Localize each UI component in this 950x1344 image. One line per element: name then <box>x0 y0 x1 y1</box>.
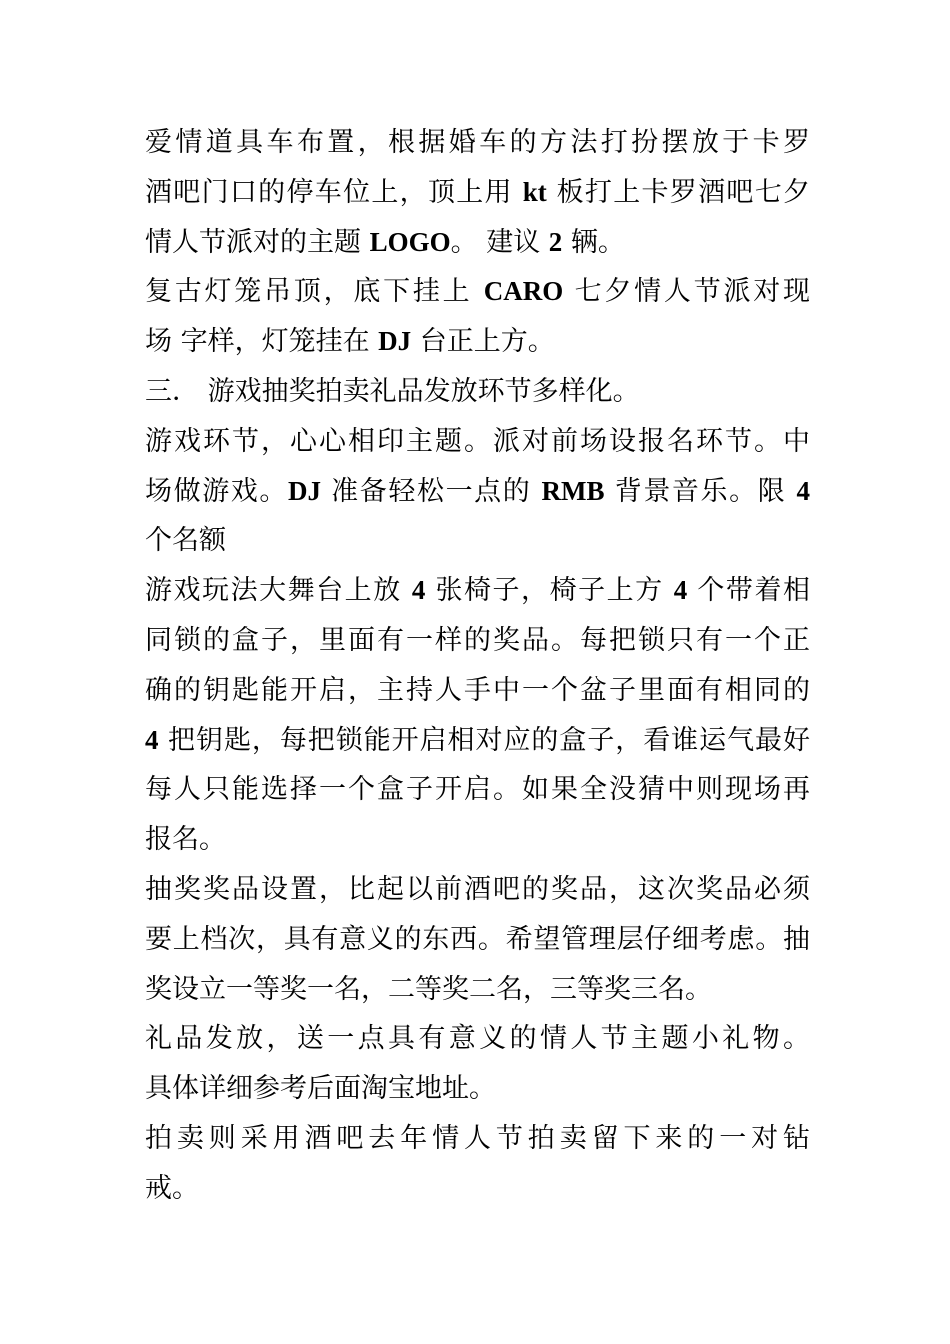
paragraph-lottery-prizes <box>145 865 810 1014</box>
text-line: 报名。 <box>145 824 226 856</box>
text-line: 要上档次，具有意义的东西。希望管理层仔细考虑。抽 <box>145 923 810 955</box>
paragraph-car-decoration <box>145 118 810 267</box>
text-line: 情人节派对的主题 LOGO。 建议 2 辆。 <box>145 226 625 258</box>
text-line: 复古灯笼吊顶，底下挂上 CARO 七夕情人节派对现 <box>145 276 810 308</box>
text-line: 场 字样，灯笼挂在 DJ 台正上方。 <box>145 326 555 358</box>
text-line: 确的钥匙能开启，主持人手中一个盆子里面有相同的 <box>145 674 810 706</box>
section-heading: 三． 游戏抽奖拍卖礼品发放环节多样化。 <box>145 375 640 407</box>
paragraph-gift-distribution <box>145 1014 810 1114</box>
paragraph-game-session <box>145 417 810 566</box>
text-line: 戒。 <box>145 1172 199 1204</box>
text-line: 酒吧门口的停车位上，顶上用 kt 板打上卡罗酒吧七夕 <box>145 176 810 208</box>
paragraph-game-rules <box>145 566 810 865</box>
paragraph-auction <box>145 1114 810 1214</box>
document-body <box>145 118 810 1214</box>
text-line: 奖设立一等奖一名，二等奖二名，三等奖三名。 <box>145 973 712 1005</box>
text-line: 礼品发放，送一点具有意义的情人节主题小礼物。 <box>145 1023 810 1055</box>
text-line: 抽奖奖品设置，比起以前酒吧的奖品，这次奖品必须 <box>145 873 810 905</box>
text-line: 同锁的盒子，里面有一样的奖品。每把锁只有一个正 <box>145 624 810 656</box>
text-line: 场做游戏。DJ 准备轻松一点的 RMB 背景音乐。限 4 <box>145 475 810 507</box>
text-line: 游戏环节，心心相印主题。派对前场设报名环节。中 <box>145 425 810 457</box>
text-line: 每人只能选择一个盒子开启。如果全没猜中则现场再 <box>145 774 810 806</box>
section-heading-games <box>145 367 810 417</box>
text-line: 个名额 <box>145 525 226 557</box>
text-line: 爱情道具车布置，根据婚车的方法打扮摆放于卡罗 <box>145 127 810 158</box>
text-line: 游戏玩法大舞台上放 4 张椅子，椅子上方 4 个带着相 <box>145 575 810 607</box>
text-line: 具体详细参考后面淘宝地址。 <box>145 1073 496 1105</box>
paragraph-lantern-ceiling <box>145 267 810 367</box>
text-line: 拍卖则采用酒吧去年情人节拍卖留下来的一对钻 <box>145 1122 810 1154</box>
text-line: 4 把钥匙，每把锁能开启相对应的盒子，看谁运气最好 <box>145 724 810 756</box>
